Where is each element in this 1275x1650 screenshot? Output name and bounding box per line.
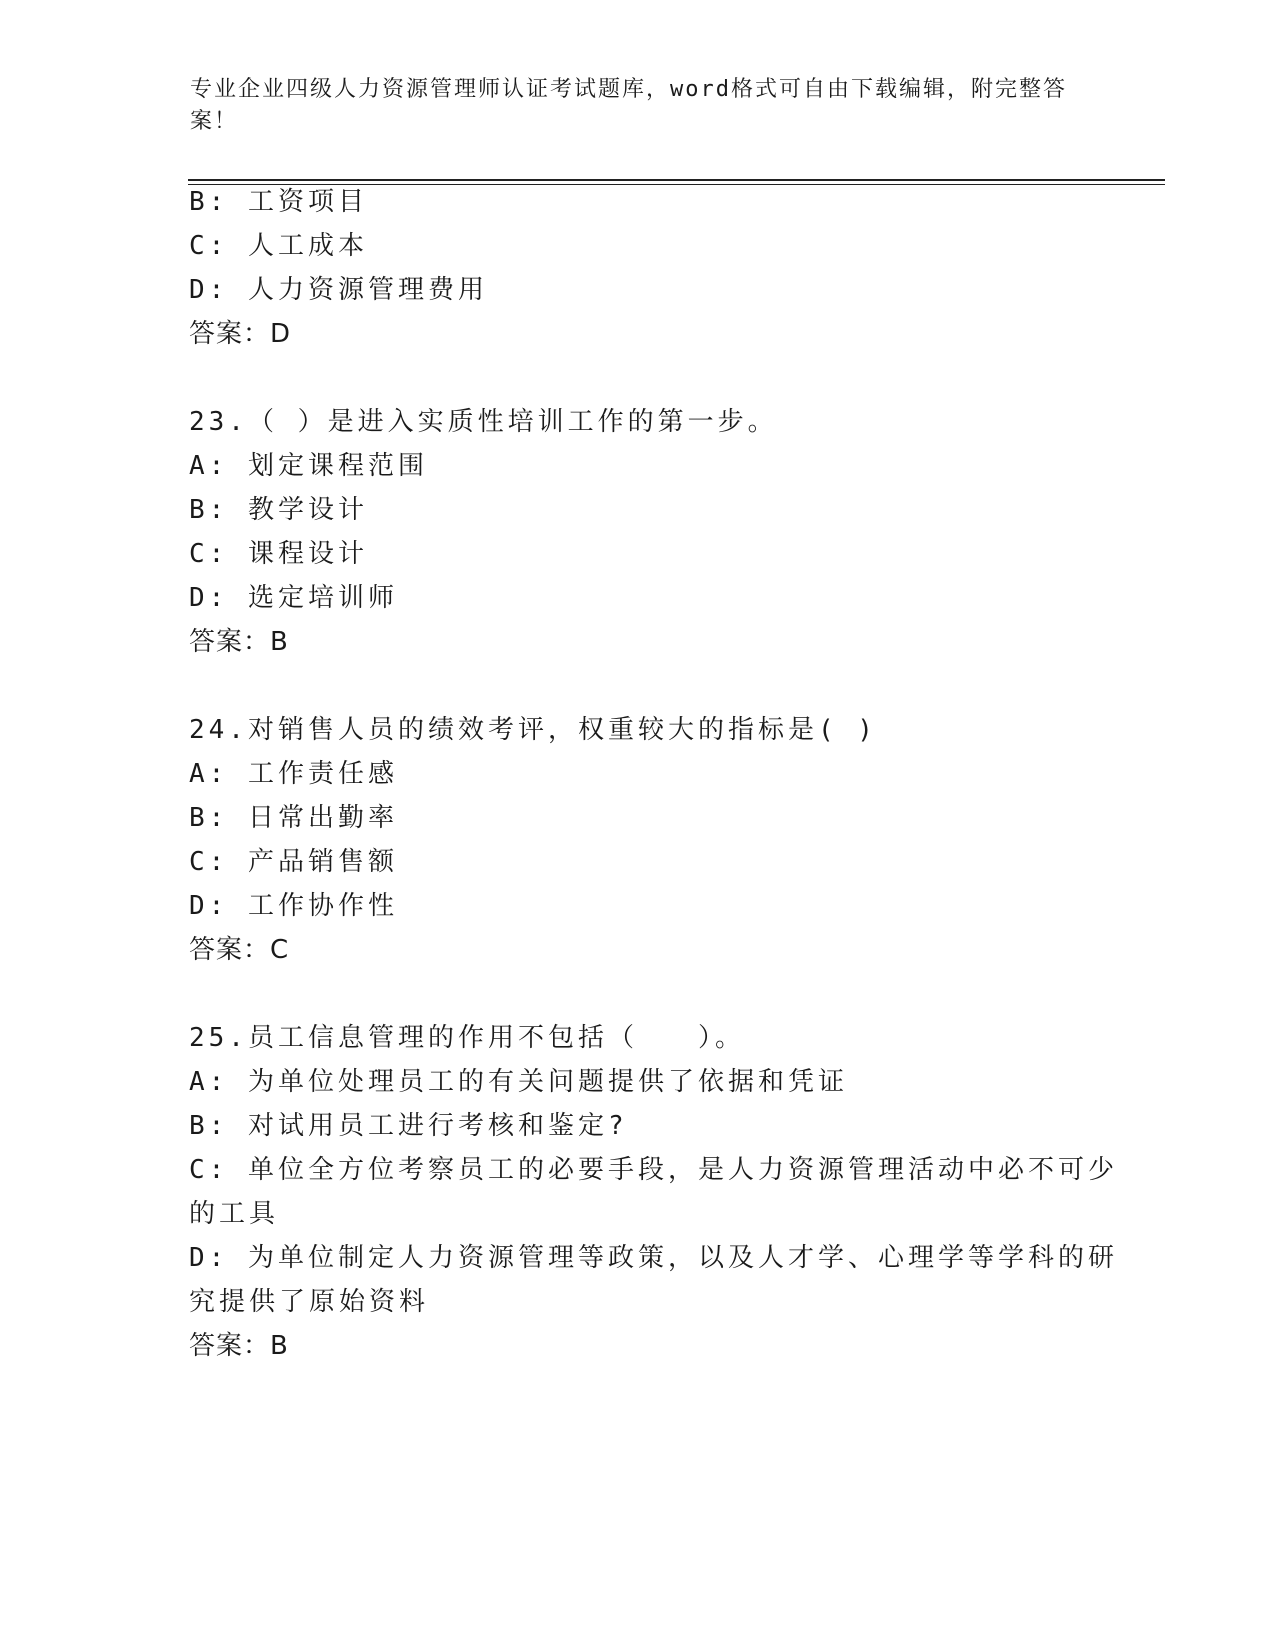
q23-stem: 23.（ ）是进入实质性培训工作的第一步。 [189,407,778,437]
q25-stem: 25.员工信息管理的作用不包括（ ）。 [189,1023,745,1053]
q25-option-c-line1: C: 单位全方位考察员工的必要手段，是人力资源管理活动中必不可少 [189,1155,1118,1185]
document-header: 专业企业四级人力资源管理师认证考试题库，word格式可自由下载编辑，附完整答案！ [190,77,1067,134]
q24-answer: 答案：C [189,935,290,965]
prev-option-b: B: 工资项目 [189,187,368,217]
q25-answer: 答案：B [189,1331,289,1361]
q23-option-b: B: 教学设计 [189,495,368,525]
prev-answer: 答案：D [189,319,292,349]
header-divider-thin [188,184,1165,185]
q25-option-a: A: 为单位处理员工的有关问题提供了依据和凭证 [189,1067,848,1097]
q23-option-a: A: 划定课程范围 [189,451,428,481]
q24-option-b: B: 日常出勤率 [189,803,398,833]
q23-answer: 答案：B [189,627,289,657]
q24-stem: 24.对销售人员的绩效考评，权重较大的指标是( ) [189,715,877,745]
prev-option-d: D: 人力资源管理费用 [189,275,488,305]
q25-option-b: B: 对试用员工进行考核和鉴定? [189,1111,628,1141]
q24-option-c: C: 产品销售额 [189,847,398,877]
q23-option-d: D: 选定培训师 [189,583,398,613]
q24-option-a: A: 工作责任感 [189,759,398,789]
prev-option-c: C: 人工成本 [189,231,368,261]
q25-option-d-line2: 究提供了原始资料 [189,1287,430,1317]
q23-option-c: C: 课程设计 [189,539,368,569]
q25-option-d-line1: D: 为单位制定人力资源管理等政策，以及人才学、心理学等学科的研 [189,1243,1118,1273]
q24-option-d: D: 工作协作性 [189,891,398,921]
q25-option-c-line2: 的工具 [189,1199,280,1229]
header-divider-thick [188,179,1165,181]
